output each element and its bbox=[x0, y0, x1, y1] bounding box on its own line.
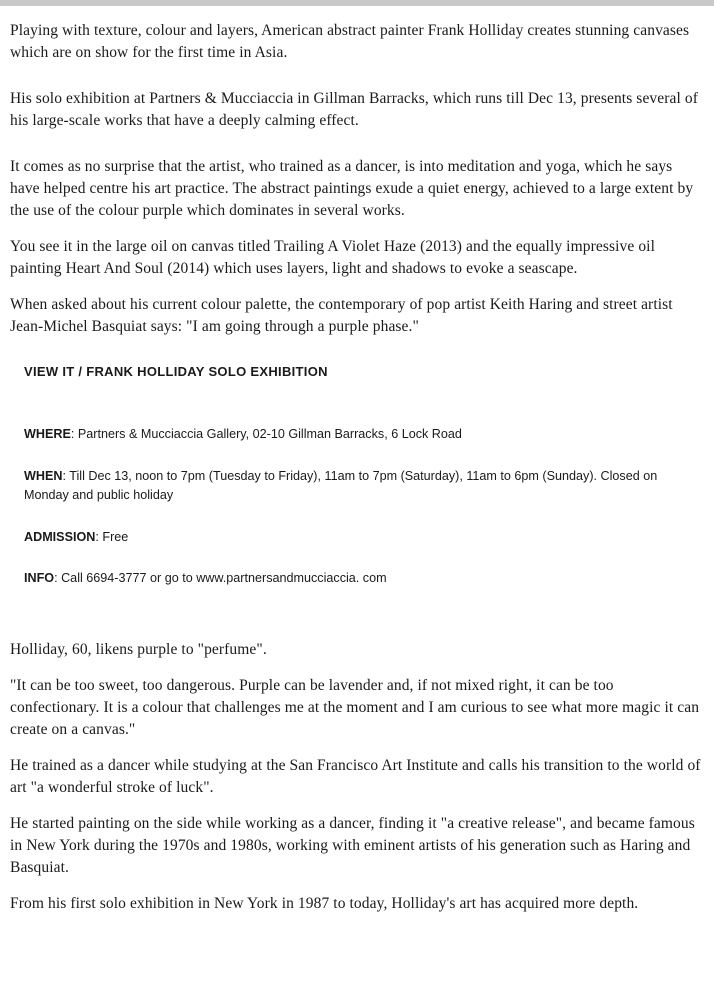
infobox-row-where bbox=[24, 425, 684, 445]
infobox-row-info bbox=[24, 569, 684, 589]
paragraph: Holliday, 60, likens purple to "perfume". bbox=[10, 640, 267, 658]
infobox-row-admission bbox=[24, 528, 684, 548]
paragraph: Playing with texture, colour and layers, American abstract painter Frank Holliday creates stunning canvases which are on show for the first time in Asia. bbox=[10, 22, 690, 61]
paragraph: It comes as no surprise that the artist, who trained as a dancer, is into meditation and yoga, which he says have helped centre his art practice. The abstract paintings exude a quiet energy, achieved to a large extent by the use of the colour purple which dominates in several works. bbox=[10, 158, 694, 219]
paragraph: He trained as a dancer while studying at the San Francisco Art Institute and calls his transition to the world of art "a wonderful stroke of luck". bbox=[10, 756, 701, 796]
infobox-label: WHERE bbox=[24, 427, 71, 441]
paragraph: His solo exhibition at Partners & Mucciaccia in Gillman Barracks, which runs till Dec 13, presents several of his large-scale works that have a deeply calming effect. bbox=[10, 90, 698, 129]
article-body-top bbox=[10, 20, 704, 338]
infobox-value: : Free bbox=[95, 529, 129, 544]
paragraph-spacer bbox=[10, 146, 704, 156]
infobox-label: ADMISSION bbox=[24, 529, 96, 544]
infobox-label: INFO bbox=[24, 571, 55, 586]
paragraph-spacer bbox=[10, 78, 704, 88]
infobox-value: : Partners & Mucciaccia Gallery, 02-10 Gillman Barracks, 6 Lock Road bbox=[70, 427, 462, 441]
section-spacer bbox=[10, 611, 704, 639]
article-body-bottom bbox=[10, 639, 704, 915]
infobox-value: : Call 6694-3777 or go to www.partnersandmucciaccia. com bbox=[54, 571, 387, 586]
paragraph: He started painting on the side while working as a dancer, finding it "a creative release", and became famous in New York during the 1970s and 1980s, working with eminent artists of his generation such as Haring and Basquiat. bbox=[10, 814, 695, 876]
paragraph: When asked about his current colour palette, the contemporary of pop artist Keith Haring and street artist Jean-Michel Basquiat says: "I am going through a purple phase." bbox=[10, 296, 673, 335]
paragraph: You see it in the large oil on canvas titled Trailing A Violet Haze (2013) and the equally impressive oil painting Heart And Soul (2014) which uses layers, light and shadows to evoke a seascape. bbox=[10, 238, 655, 277]
paragraph: From his first solo exhibition in New York in 1987 to today, Holliday's art has acquired more depth. bbox=[10, 894, 639, 912]
view-it-infobox bbox=[24, 364, 704, 589]
infobox-label: WHEN bbox=[24, 468, 63, 483]
infobox-value: : Till Dec 13, noon to 7pm (Tuesday to Friday), 11am to 7pm (Saturday), 11am to 6pm (Sunday). Closed on Monday and public holiday bbox=[24, 468, 658, 503]
paragraph: "It can be too sweet, too dangerous. Purple can be lavender and, if not mixed right, it can be too confectionary. It is a colour that challenges me at the moment and I am curious to see what more magic it can create on a canvas." bbox=[10, 676, 700, 738]
infobox-row-when bbox=[24, 467, 684, 506]
top-divider-bar bbox=[0, 0, 714, 6]
infobox-heading: VIEW IT / FRANK HOLLIDAY SOLO EXHIBITION bbox=[24, 364, 328, 379]
